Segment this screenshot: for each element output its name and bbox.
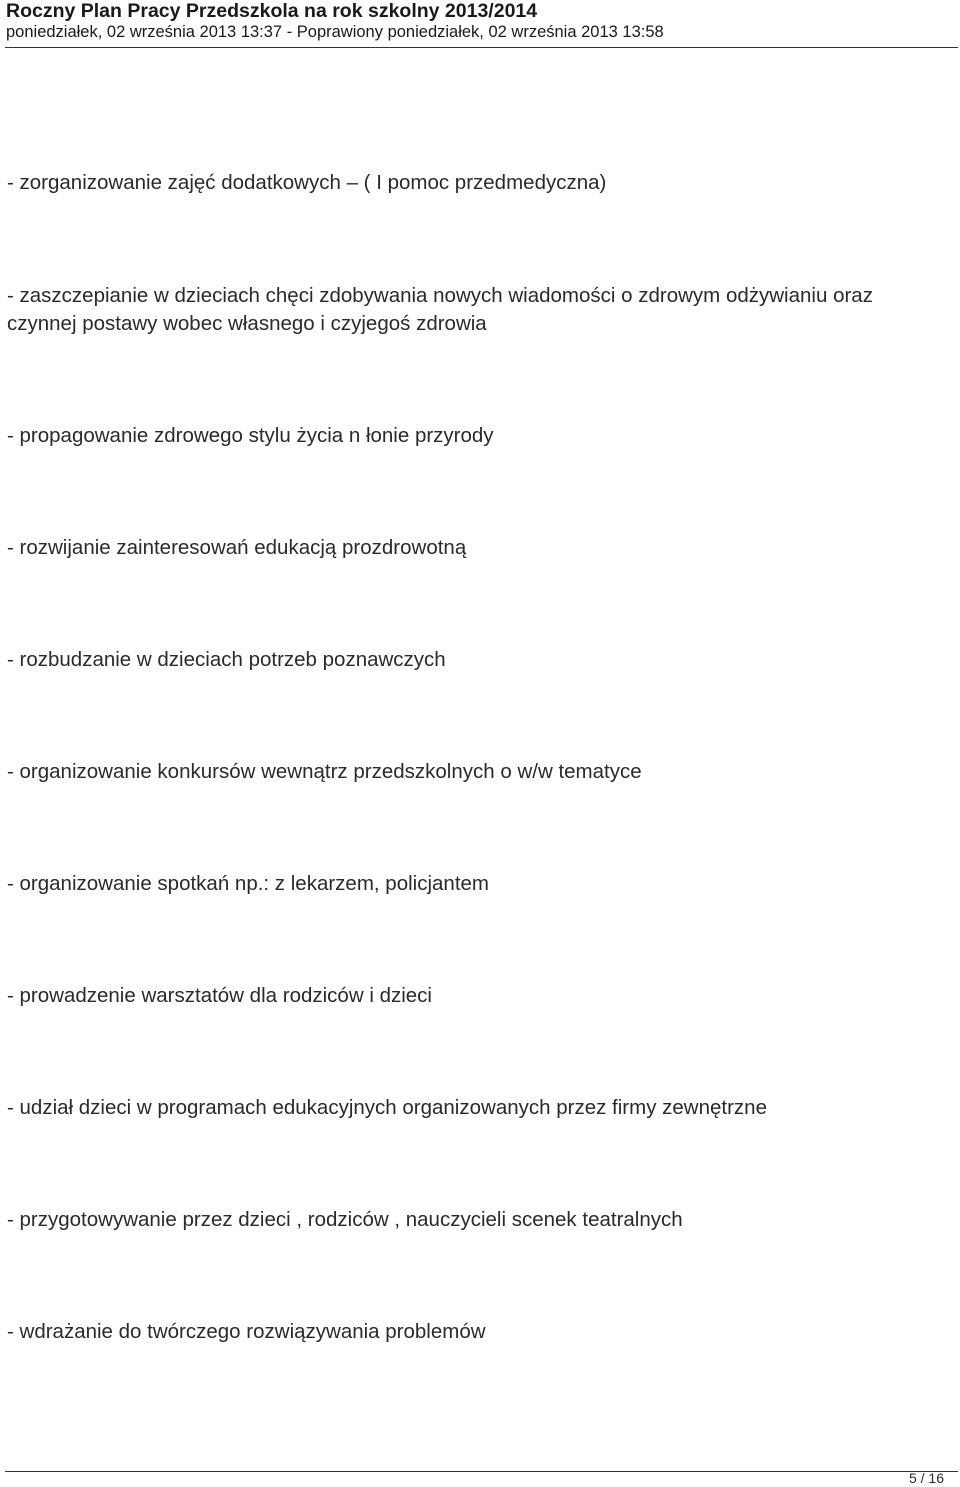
list-item: - rozbudzanie w dzieciach potrzeb poznawczych: [7, 648, 446, 671]
list-item: - rozwijanie zainteresowań edukacją prozdrowotną: [7, 536, 467, 559]
list-item: - propagowanie zdrowego stylu życia n łonie przyrody: [7, 424, 494, 447]
list-item: - zorganizowanie zajęć dodatkowych – ( I pomoc przedmedyczna): [7, 171, 607, 194]
footer-divider: [5, 1471, 958, 1472]
list-item: - przygotowywanie przez dzieci , rodziców , nauczycieli scenek teatralnych: [7, 1208, 683, 1231]
header-divider: [5, 47, 958, 48]
list-item: - prowadzenie warsztatów dla rodziców i dzieci: [7, 984, 432, 1007]
list-item: - organizowanie spotkań np.: z lekarzem, policjantem: [7, 872, 489, 895]
page-number: 5 / 16: [908, 1470, 944, 1486]
list-item-continuation: czynnej postawy wobec własnego i czyjegoś zdrowia: [7, 312, 487, 335]
list-item: - zaszczepianie w dzieciach chęci zdobywania nowych wiadomości o zdrowym odżywianiu oraz: [7, 284, 873, 307]
list-item: - organizowanie konkursów wewnątrz przedszkolnych o w/w tematyce: [7, 760, 642, 783]
list-item: - wdrażanie do twórczego rozwiązywania problemów: [7, 1320, 486, 1343]
document-title: Roczny Plan Pracy Przedszkola na rok szkolny 2013/2014: [6, 0, 538, 22]
list-item: - udział dzieci w programach edukacyjnych organizowanych przez firmy zewnętrzne: [7, 1096, 767, 1119]
document-date-info: poniedziałek, 02 września 2013 13:37 - Poprawiony poniedziałek, 02 września 2013 13:58: [6, 23, 664, 41]
